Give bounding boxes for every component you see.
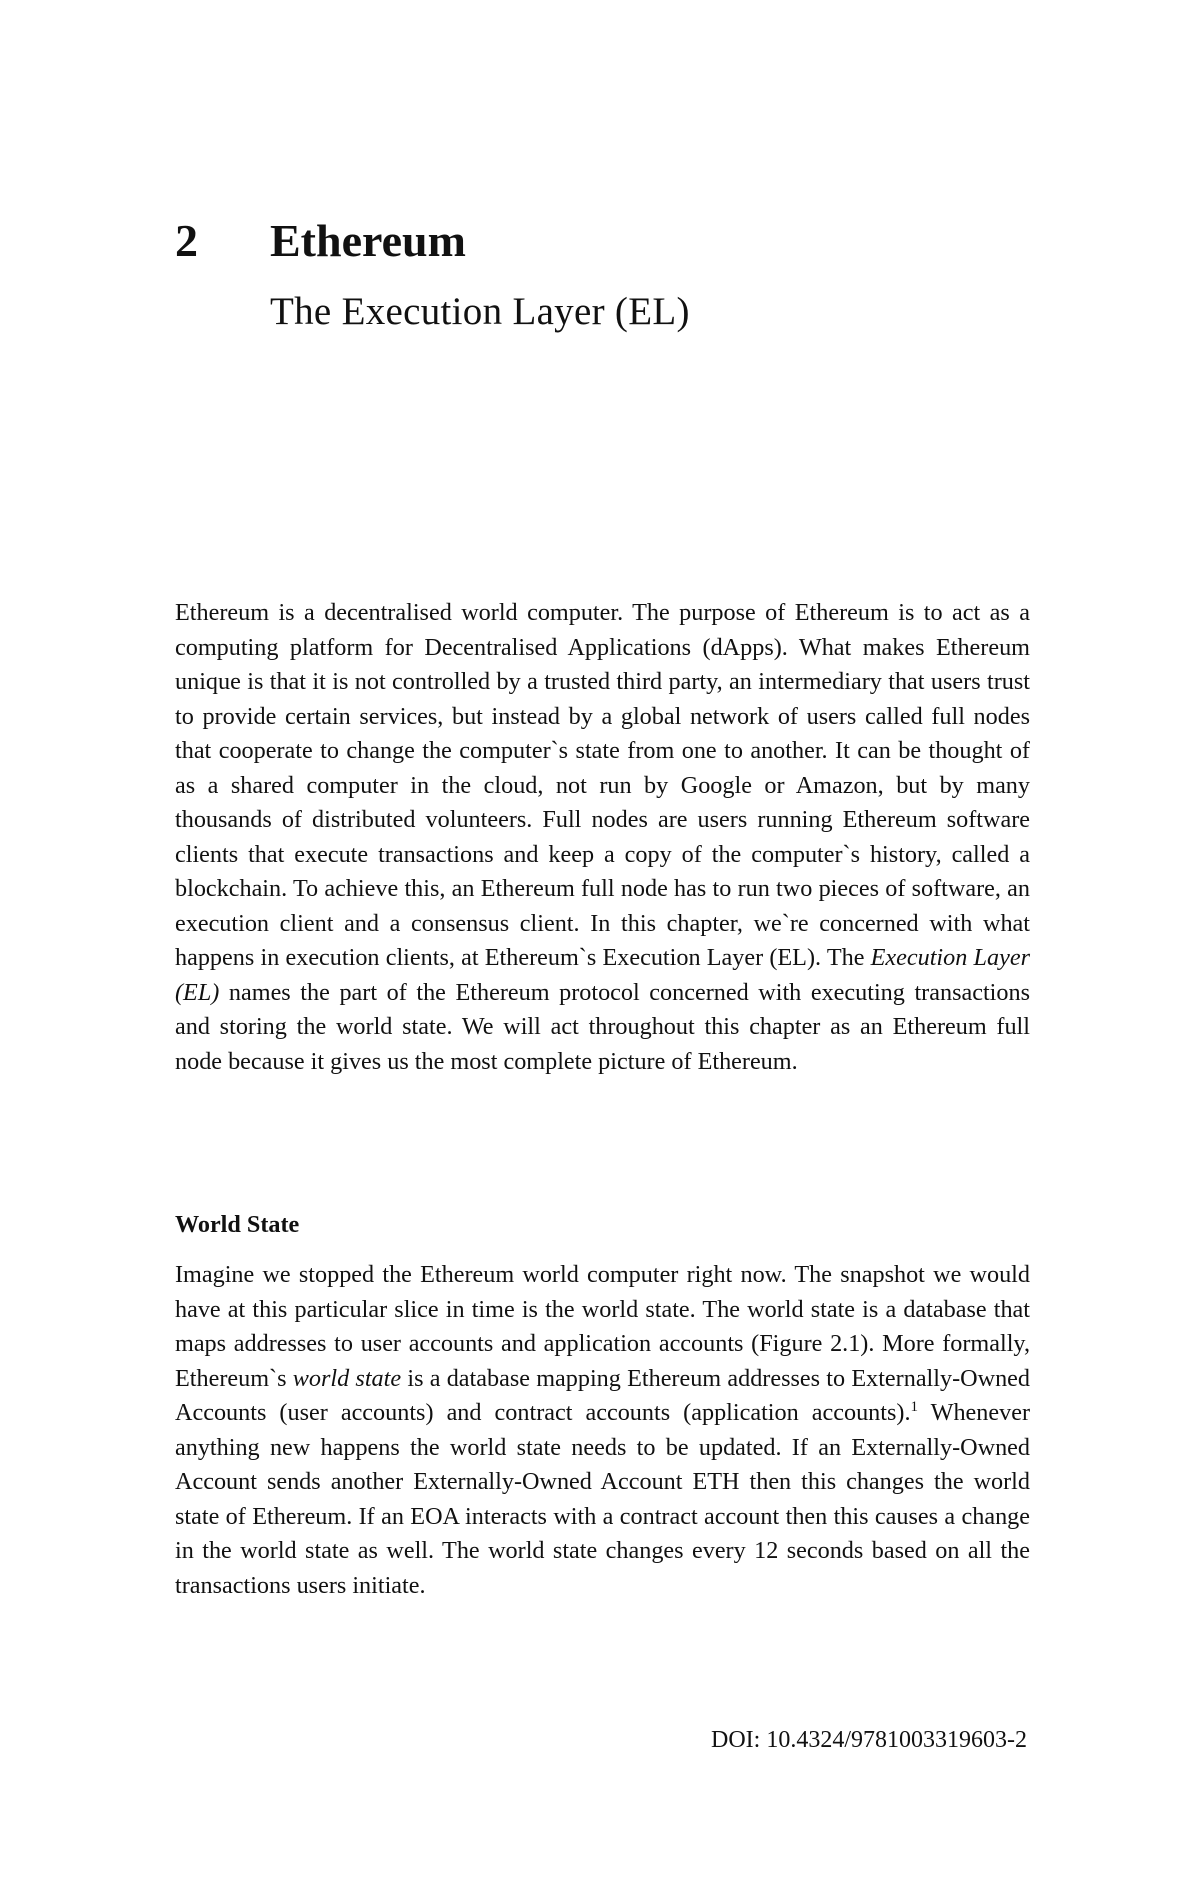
intro-paragraph	[175, 596, 1030, 1079]
doi-footer: DOI: 10.4324/9781003319603-2	[711, 1727, 1027, 1753]
world-state-text-part-3: Whenever anything new happens the world state needs to be updated. If an Externally-Owned Account sends another Externally-Owned Account ETH then this changes the world state of Ethereum. If an EOA interacts with a contract account then this causes a change in the world state as well. The world state changes every 12 seconds based on all the transactions users initiate.	[175, 1399, 1030, 1599]
section-heading: World State	[175, 1211, 300, 1238]
chapter-number: 2	[175, 215, 198, 266]
intro-text-part-2: names the part of the Ethereum protocol concerned with executing transactions and storing the world state. We will act throughout this chapter as an Ethereum full node because it gives us the most complete picture of Ethereum.	[175, 978, 1030, 1075]
intro-term: Execution Layer (EL)	[175, 944, 1030, 1006]
chapter-title: Ethereum	[270, 215, 466, 266]
world-state-text-part-2: is a database mapping Ethereum addresses to Externally-Owned Accounts (user accounts) and contract accounts (application accounts).	[175, 1364, 1031, 1426]
chapter-subtitle: The Execution Layer (EL)	[270, 290, 690, 333]
world-state-term: world state	[292, 1364, 402, 1392]
footnote-marker[interactable]: 1	[910, 1398, 918, 1415]
world-state-paragraph	[175, 1258, 1030, 1603]
intro-text-part-1: Ethereum is a decentralised world computer. The purpose of Ethereum is to act as a computing platform for Decentralised Applications (dApps). What makes Ethereum unique is that it is not controlled by a trusted third party, an intermediary that users trust to provide certain services, but instead by a global network of users called full nodes that cooperate to change the computer`s state from one to another. It can be thought of as a shared computer in the cloud, not run by Google or Amazon, but by many thousands of distributed volunteers. Full nodes are users running Ethereum software clients that execute transactions and keep a copy of the computer`s history, called a blockchain. To achieve this, an Ethereum full node has to run two pieces of software, an execution client and a consensus client. In this chapter, we`re concerned with what happens in execution clients, at Ethereum`s Execution Layer (EL). The	[175, 599, 1030, 971]
world-state-text-part-1: Imagine we stopped the Ethereum world computer right now. The snapshot we would have at this particular slice in time is the world state. The world state is a database that maps addresses to user accounts and application accounts (Figure 2.1). More formally, Ethereum`s	[175, 1261, 1030, 1392]
